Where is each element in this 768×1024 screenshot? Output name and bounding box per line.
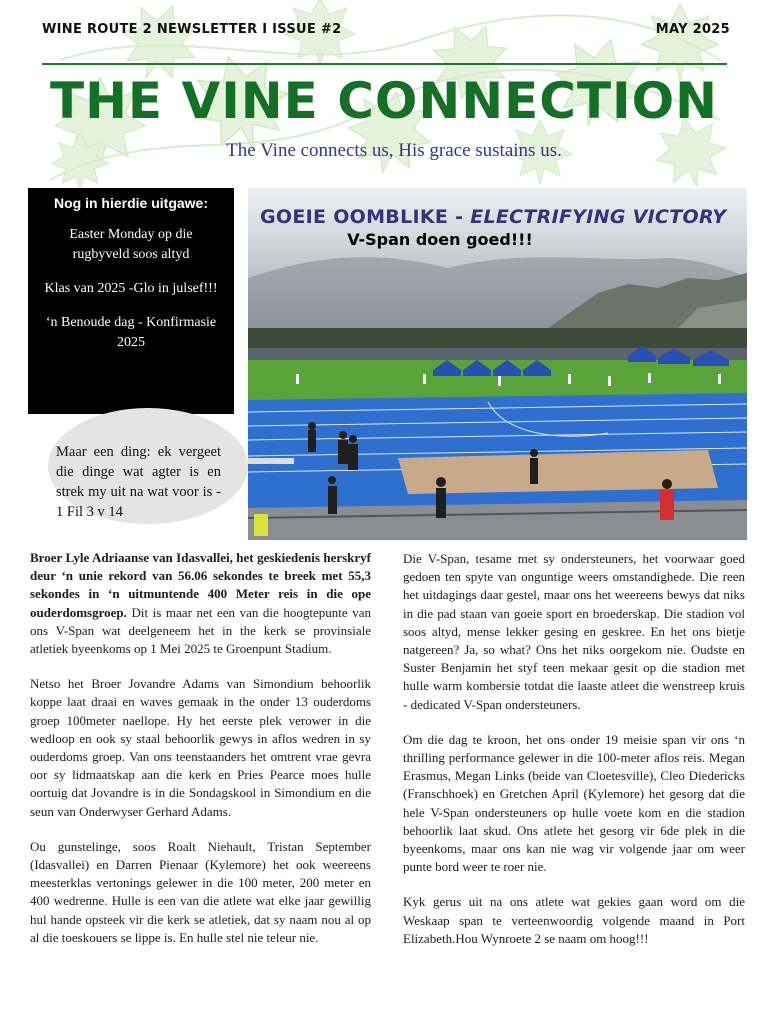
- article-paragraph: Kyk gerus uit na ons atlete wat gekies gaan word om die Weskaap span te verteenwoordig volgende maand in Port Elizabeth.Hou Wynroete 2 se naam om hoog!!!: [403, 894, 745, 946]
- newsletter-header: [42, 22, 730, 37]
- article-paragraph: Om die dag te kroon, het ons onder 19 meisie span vir ons ‘n thrilling performance gelewer in die 100-meter aflos reis. Megan Erasmus, Megan Links (beide van Cloetesville), Cleo Diedericks (Franschhoek) en Gretchen April (Kylemore) het gesorg dat die hele V-Span ondersteuners op hulle voete kom en die stadion behoorlik laat skud. Ons atlete het gesorg vir 6de plek in die byeenkoms, maar ons kan nie wag vir volgende jaar om weer punte bord weer te roer nie.: [403, 731, 745, 875]
- article-lead-rest: Dit is maar net een van die hoogtepunte van ons V-Span wat deelgeneem het in the kerk se provinsiale atletiek byeenkoms op 1 Mei 2025 te Groenpunt Stadium.: [30, 604, 371, 657]
- article-paragraph: Die V-Span, tesame met sy ondersteuners, het voorwaar goed gedoen ten spyte van onguntige weers omstandighede. Die reen het uitdagings daar gestel, maar ons het weereens bewys dat niks in die pad staan van goeie sport en broederskap. Die stadion vol soos altyd, mense lekker gesing en geskree. En het ons bietje natgereen? Ja, so what? Ons het niks oorgekom nie. Oudste en Suster Benjamin het styf teen mekaar gesit op die stadion met hulle warm kombersie totdat die laaste atleet die wenstreep kruis - dedicated V-Span ondersteuners.: [403, 551, 745, 712]
- feature-subheadline: V-Span doen goed!!!: [347, 230, 533, 249]
- header-divider: [42, 63, 727, 65]
- in-this-issue-item: Klas van 2025 -Glo in julsef!!!: [44, 281, 218, 296]
- in-this-issue-item: ‘n Benoude dag - Konfirmasie 2025: [45, 315, 217, 350]
- newsletter-issue-label: WINE ROUTE 2 NEWSLETTER I ISSUE #2: [42, 22, 342, 37]
- in-this-issue-heading: Nog in hierdie uitgawe:: [53, 195, 208, 211]
- article-column-left: [30, 549, 371, 964]
- issue-date: MAY 2025: [655, 22, 730, 37]
- feature-headline-emphasis: ELECTRIFYING VICTORY: [470, 206, 727, 228]
- article-column-right: [403, 550, 745, 965]
- article-paragraph: Netso het Broer Jovandre Adams van Simondium behoorlik koppe laat draai en waves gemaak in the onder 13 ouderdoms groep 100meter naellope. Hy het eerste plek verower in die wedloop en ook sy staal behoorlik gewys in aflos wedren in sy ouderdoms groep. Van ons teenstaanders het omtrent vrae gevra oor sy lidmaatskap aan die kerk en Pries Pearce moes hulle oortuig dat Jovandre is in die Sondagskool in Simondium en die seun van Onderwyser Gerhard Adams.: [30, 676, 371, 819]
- newsletter-title: THE VINE CONNECTION: [49, 72, 719, 130]
- feature-headline-main: GOEIE OOMBLIKE -: [260, 206, 471, 228]
- in-this-issue-item: Easter Monday op die rugbyveld soos altyd: [69, 227, 193, 262]
- newsletter-tagline: The Vine connects us, His grace sustains us.: [226, 140, 562, 161]
- scripture-quote: Maar een ding: ek vergeet die dinge wat agter is en strek my uit na wat voor is - 1 Fil 3 v 14: [56, 444, 221, 520]
- in-this-issue-box: [28, 188, 234, 414]
- article-lead-bold: Broer Lyle Adriaanse van Idasvallei, het geskiedenis herskryf deur ‘n unie rekord van 56.06 sekondes te breek met 55,3 sekondes in ‘n uitmuntende 400 Meter reis in die ope ouderdomsgroep.: [30, 550, 371, 620]
- feature-headline: [260, 206, 740, 228]
- article-paragraph: [30, 549, 371, 658]
- article-paragraph: Ou gunstelinge, soos Roalt Niehault, Tristan September (Idasvallei) en Darren Pienaar (Kylemore) het ook weereens meesterklas vertonings gelewer in die 100 meter, 200 meter en 400 wedrenne. Hulle is een van die atlete wat elke jaar gewillig hul hande opsteek vir die kerk se atletiek, dat sy naam nou al op al die toeskouers se lippe is. En hulle stel nie teleur nie.: [30, 838, 371, 945]
